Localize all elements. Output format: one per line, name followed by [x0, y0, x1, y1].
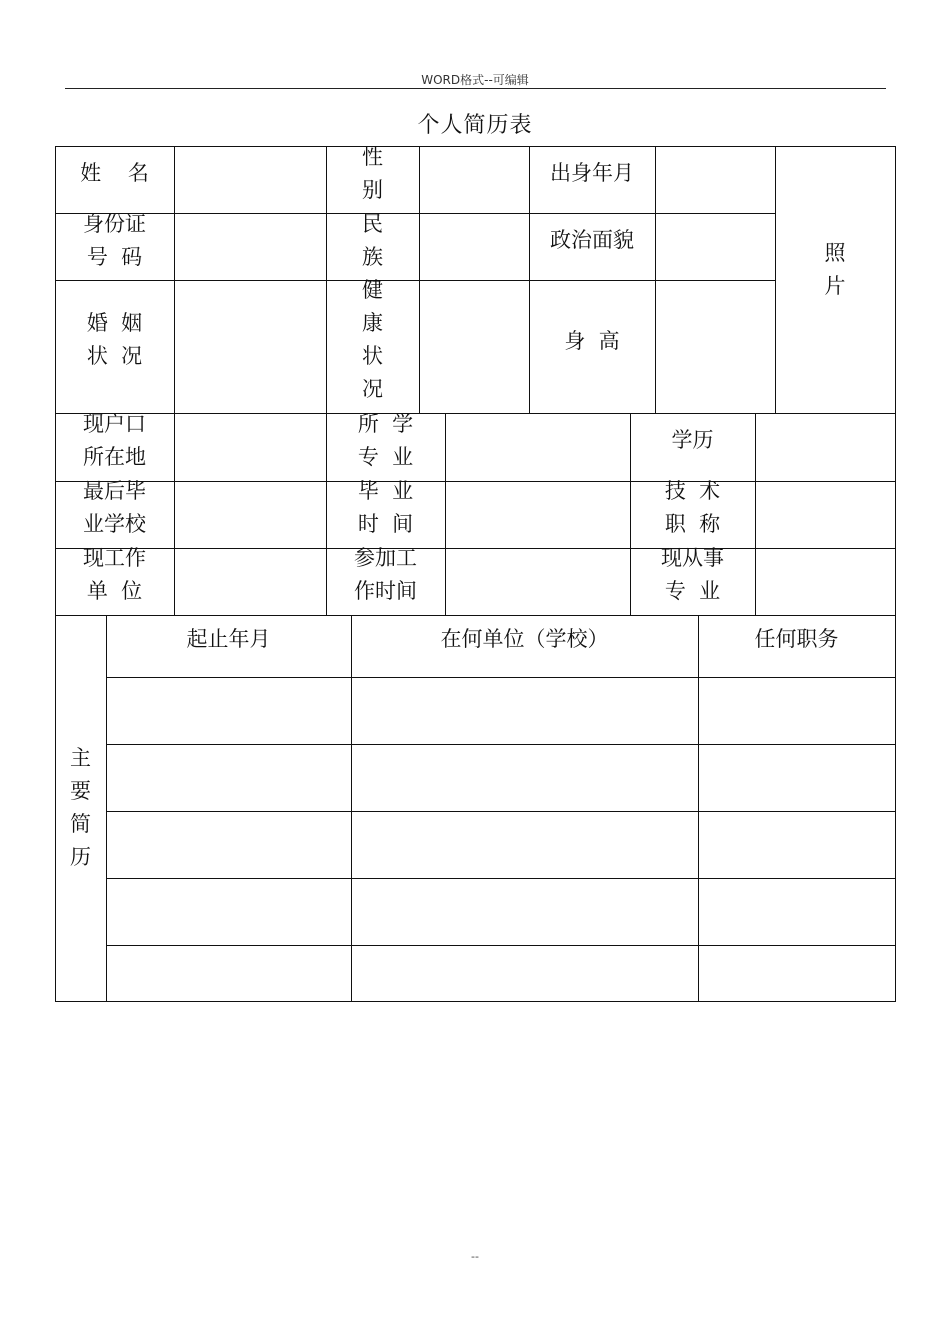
label-graduation-time: 毕 业 时 间	[357, 479, 414, 536]
resume-period-field[interactable]	[107, 745, 350, 811]
resume-period-field[interactable]	[107, 812, 350, 878]
label-health: 健 康 状 况	[362, 278, 383, 401]
field-political-status[interactable]	[656, 214, 774, 280]
field-professional-title[interactable]	[756, 482, 894, 548]
field-health[interactable]	[420, 281, 528, 413]
label-name: 姓 名	[80, 161, 149, 185]
page-footer: --	[471, 1250, 479, 1263]
label-professional-title: 技 术 职 称	[664, 479, 721, 536]
grid-line	[895, 146, 896, 1002]
resume-organization-field[interactable]	[352, 879, 697, 945]
label-ethnicity: 民 族	[362, 212, 383, 269]
label-height: 身 高	[564, 328, 620, 353]
field-current-profession[interactable]	[756, 549, 894, 615]
resume-position-field[interactable]	[699, 879, 894, 945]
field-hukou-location[interactable]	[175, 414, 325, 481]
label-education: 学历	[671, 428, 714, 452]
header-rule	[65, 88, 886, 89]
field-graduation-time[interactable]	[446, 482, 629, 548]
resume-organization-field[interactable]	[352, 812, 697, 878]
label-id-number: 身份证 号 码	[83, 212, 146, 269]
label-gender: 性 别	[362, 145, 383, 202]
label-political-status: 政治面貌	[550, 228, 634, 252]
field-ethnicity[interactable]	[420, 214, 528, 280]
field-work-start-time[interactable]	[446, 549, 629, 615]
page-title: 个人简历表	[417, 113, 533, 138]
field-id-number[interactable]	[175, 214, 325, 280]
resume-position-field[interactable]	[699, 745, 894, 811]
resume-organization-field[interactable]	[352, 946, 697, 1001]
resume-header-organization: 在何单位（学校）	[440, 626, 609, 651]
label-last-school: 最后毕 业学校	[83, 479, 146, 536]
label-hukou-location: 现户口 所在地	[83, 412, 146, 469]
field-last-school[interactable]	[175, 482, 325, 548]
photo-box[interactable]: 照 片	[824, 241, 846, 298]
resume-side-label: 主 要 简 历	[70, 746, 91, 869]
resume-header-period: 起止年月	[186, 626, 271, 651]
resume-period-field[interactable]	[107, 678, 350, 744]
field-major[interactable]	[446, 414, 629, 481]
label-current-profession: 现从事 专 业	[661, 546, 724, 603]
field-gender[interactable]	[420, 147, 528, 213]
field-employer[interactable]	[175, 549, 325, 615]
label-major: 所 学 专 业	[357, 412, 414, 469]
grid-line	[55, 1001, 896, 1002]
resume-position-field[interactable]	[699, 812, 894, 878]
resume-period-field[interactable]	[107, 946, 350, 1001]
resume-organization-field[interactable]	[352, 678, 697, 744]
resume-period-field[interactable]	[107, 879, 350, 945]
field-education[interactable]	[756, 414, 894, 481]
field-name[interactable]	[175, 147, 325, 213]
label-employer: 现工作 单 位	[83, 546, 146, 603]
field-height[interactable]	[656, 281, 774, 413]
resume-position-field[interactable]	[699, 946, 894, 1001]
label-work-start-time: 参加工 作时间	[354, 546, 417, 603]
label-marital-status: 婚 姻 状 况	[86, 311, 143, 368]
field-marital-status[interactable]	[175, 281, 325, 413]
page-header: WORD格式--可编辑	[421, 73, 529, 87]
label-birth: 出身年月	[550, 161, 634, 185]
resume-header-position: 任何职务	[754, 626, 839, 651]
resume-organization-field[interactable]	[352, 745, 697, 811]
field-birth[interactable]	[656, 147, 774, 213]
resume-position-field[interactable]	[699, 678, 894, 744]
